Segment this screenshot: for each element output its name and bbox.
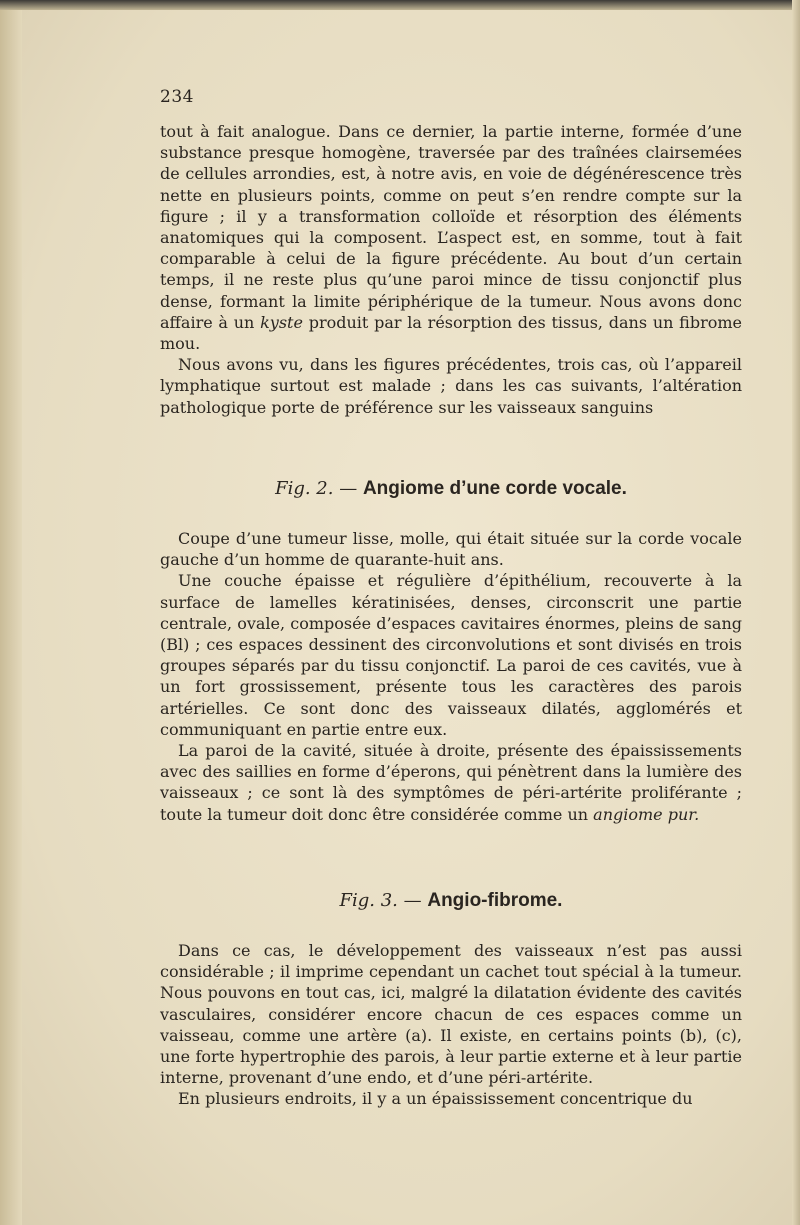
figure-label: Fig. 3. <box>339 890 398 911</box>
italic-term: angiome pur. <box>593 804 700 824</box>
figure-title: Angio-fibrome. <box>427 890 563 911</box>
paragraph: tout à fait analogue. Dans ce dernier, la partie interne, formée d’une substance presque homogène, traversée par des traînées clairsemées de cellules arrondies, est, à notre avis, en voie de dégénérescence très nette en plusieurs points, comme on peut s’en rendre compte sur la figure ; il y a transformation colloïde et résorption des éléments anatomiques qui la composent. L’aspect est, en somme, tout à fait comparable à celui de la figure précédente. Au bout d’un certain temps, il ne reste plus qu’une paroi mince de tissu conjonctif plus dense, formant la limite périphérique de la tumeur. Nous avons donc affaire à un kyste produit par la résorption des tissus, dans un fibrome mou. <box>160 122 743 354</box>
paragraph: Une couche épaisse et régulière d’épithélium, recouverte à la surface de lamelles kératinisées, denses, circonscrit une partie centrale, ovale, composée d’espaces cavitaires énormes, pleins de sang (Bl) ; ces espaces dessinent des circonvolutions et sont divisés en trois groupes séparés par du tissu conjonctif. La paroi de ces cavités, vue à un fort grossissement, présente tous les caractères des parois artérielles. Ce sont donc des vaisseaux dilatés, agglomérés et communiquant en partie entre eux. <box>160 571 742 739</box>
text-block-intro <box>160 121 742 418</box>
page-binding-edge <box>0 0 22 1225</box>
figure-title: Angiome d’une corde vocale. <box>362 478 627 499</box>
figure-heading-3: Fig. 3. — Angio-fibrome. <box>339 890 563 911</box>
page-right-edge <box>792 0 800 1225</box>
text-block-fig2 <box>160 528 742 825</box>
page-top-edge <box>0 0 800 10</box>
text-block-fig3 <box>160 940 742 1110</box>
page-number: 234 <box>160 87 194 107</box>
italic-term: kyste <box>260 312 303 332</box>
figure-heading-2: Fig. 2. — Angiome d’une corde vocale. <box>275 478 627 499</box>
paragraph: Coupe d’une tumeur lisse, molle, qui était située sur la corde vocale gauche d’un homme de quarante-huit ans. <box>160 529 742 570</box>
paragraph: Dans ce cas, le développement des vaisseaux n’est pas aussi considérable ; il imprime cependant un cachet tout spécial à la tumeur. Nous pouvons en tout cas, ici, malgré la dilatation évidente des cavités vasculaires, considérer encore chacun de ces espaces comme un vaisseau, comme une artère (a). Il existe, en certains points (b), (c), une forte hypertrophie des parois, à leur partie externe et à leur partie interne, provenant d’une endo, et d’une péri-artérite. <box>160 941 742 1088</box>
paragraph: Nous avons vu, dans les figures précédentes, trois cas, où l’appareil lymphatique surtout est malade ; dans les cas suivants, l’altération pathologique porte de préférence sur les vaisseaux sanguins <box>160 355 742 417</box>
paragraph: La paroi de la cavité, située à droite, présente des épaississements avec des saillies en forme d’éperons, qui pénètrent dans la lumière des vaisseaux ; ce sont là des symptômes de péri-artérite proliférante ; toute la tumeur doit donc être considérée comme un angiome pur. <box>160 741 742 824</box>
paragraph: En plusieurs endroits, il y a un épaississement concentrique du <box>178 1089 693 1109</box>
figure-label: Fig. 2. <box>275 478 334 499</box>
